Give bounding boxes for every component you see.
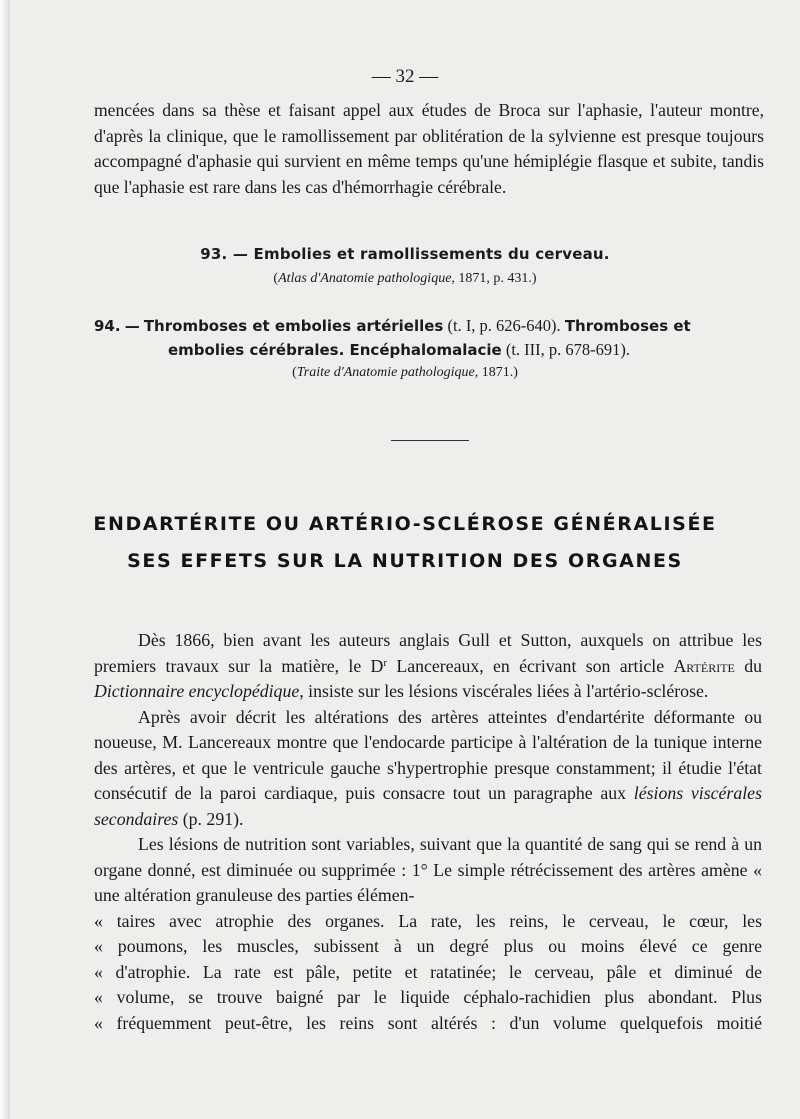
entry-93-ref-rest: 1871, p. 431.) [458, 271, 537, 286]
entry-94-line1 [94, 314, 764, 338]
entry-94-reference [10, 365, 800, 381]
section-title-line1: ENDARTÉRITE OU ARTÉRIO-SCLÉROSE GÉNÉRALISÉE [93, 513, 717, 535]
entry-94-dash: — [124, 317, 140, 335]
page-number: — 32 — [371, 66, 439, 87]
entry-94-ref-b: (t. III, p. 678-691). [505, 340, 631, 359]
entry-94-work: Traite d'Anatomie pathologique, [296, 365, 479, 380]
ref-open: ( [292, 365, 297, 380]
entry-94-title-b: Thromboses et [564, 317, 691, 335]
para1-text-d: insiste sur les lésions viscérales liées à l'artério-sclérose. [303, 681, 709, 701]
entry-94-ref-rest: 1871.) [481, 365, 518, 380]
section-divider [391, 440, 469, 441]
quote-line: « taires avec atrophie des organes. La rate, les reins, le cerveau, le cœur, les [94, 910, 762, 931]
entry-94-number: 94. [94, 317, 121, 335]
intro-paragraph-text: mencées dans sa thèse et faisant appel aux études de Broca sur l'aphasie, l'auteur montre, d'après la clinique, que le ramollissement par oblitération de la sylvienne est presque toujours accompagné d'aphasie qui survient en même temps qu'une hémiplégie flasque et subite, tandis que l'aphasie est rare dans les cas d'hémorrhagie cérébrale. [94, 100, 764, 197]
para2-italic: lésions viscérales secondaires [94, 783, 762, 829]
entry-94-title-a: Thromboses et embolies artérielles [143, 317, 444, 335]
quote-line: « d'atrophie. La rate est pâle, petite et ratatinée; le cerveau, pâle et diminué de [94, 961, 762, 982]
section-body [94, 628, 762, 1036]
quote-block [94, 909, 762, 1037]
paragraph-1 [94, 628, 762, 705]
entry-94-line2 [94, 338, 764, 362]
entry-93-title: Embolies et ramollissements du cerveau. [253, 245, 610, 263]
para1-dictionary: Dictionnaire encyclopédique, [94, 681, 304, 701]
paragraph-2 [94, 705, 762, 833]
para1-article-name: Artérite [673, 655, 735, 676]
entry-94-ref-a: (t. I, p. 626-640). [447, 316, 561, 335]
entry-93-reference [10, 271, 800, 287]
entry-94-heading [94, 314, 764, 362]
entry-93-number: 93. [200, 245, 228, 263]
para1-text-a: Dès 1866, bien avant les auteurs anglais Gull et Sutton, auxquels on attribue les premiers travaux sur la matière, le D [94, 630, 762, 676]
book-page [10, 0, 800, 1119]
para1-sup: r [383, 656, 388, 669]
intro-paragraph [94, 98, 764, 200]
scan-edge [0, 0, 10, 1119]
quote-line: « volume, se trouve baigné par le liquide céphalo-rachidien plus abondant. Plus [94, 987, 762, 1007]
para2-text-b: (p. 291). [178, 808, 244, 829]
entry-93-heading [10, 245, 800, 263]
ref-open: ( [273, 271, 279, 286]
quote-line: « fréquemment peut-être, les reins sont altérés : d'un volume quelquefois moitié [94, 1012, 762, 1033]
entry-93-dash: — [232, 245, 249, 263]
quote-line: « poumons, les muscles, subissent à un degré plus ou moins élevé ce genre [94, 936, 762, 956]
entry-93-work: Atlas d'Anatomie pathologique, [278, 271, 455, 286]
section-title-line2: SES EFFETS SUR LA NUTRITION DES ORGANES [127, 550, 683, 572]
entry-94-title-b2: embolies cérébrales. Encéphalomalacie [168, 341, 502, 359]
para1-text-b: Lancereaux, en écrivant son article [387, 655, 674, 676]
para2-text-a: Après avoir décrit les altérations des artères atteintes d'endartérite déformante ou noueuse, M. Lancereaux montre que l'endocarde participe à l'altération de la tunique interne des artères, et que le ventricule gauche s'hypertrophie presque constamment; il étudie l'état consécutif de la paroi cardiaque, puis consacre tout un paragraphe aux [94, 706, 762, 803]
paragraph-3 [94, 832, 762, 909]
para1-text-c: du [734, 655, 762, 676]
para3-text-a: Les lésions de nutrition sont variables, suivant que la quantité de sang qui se rend à un organe donné, est diminuée ou supprimée : 1° Le simple rétrécissement des artères amène « une altération granuleuse des parties élémen- [94, 834, 762, 905]
